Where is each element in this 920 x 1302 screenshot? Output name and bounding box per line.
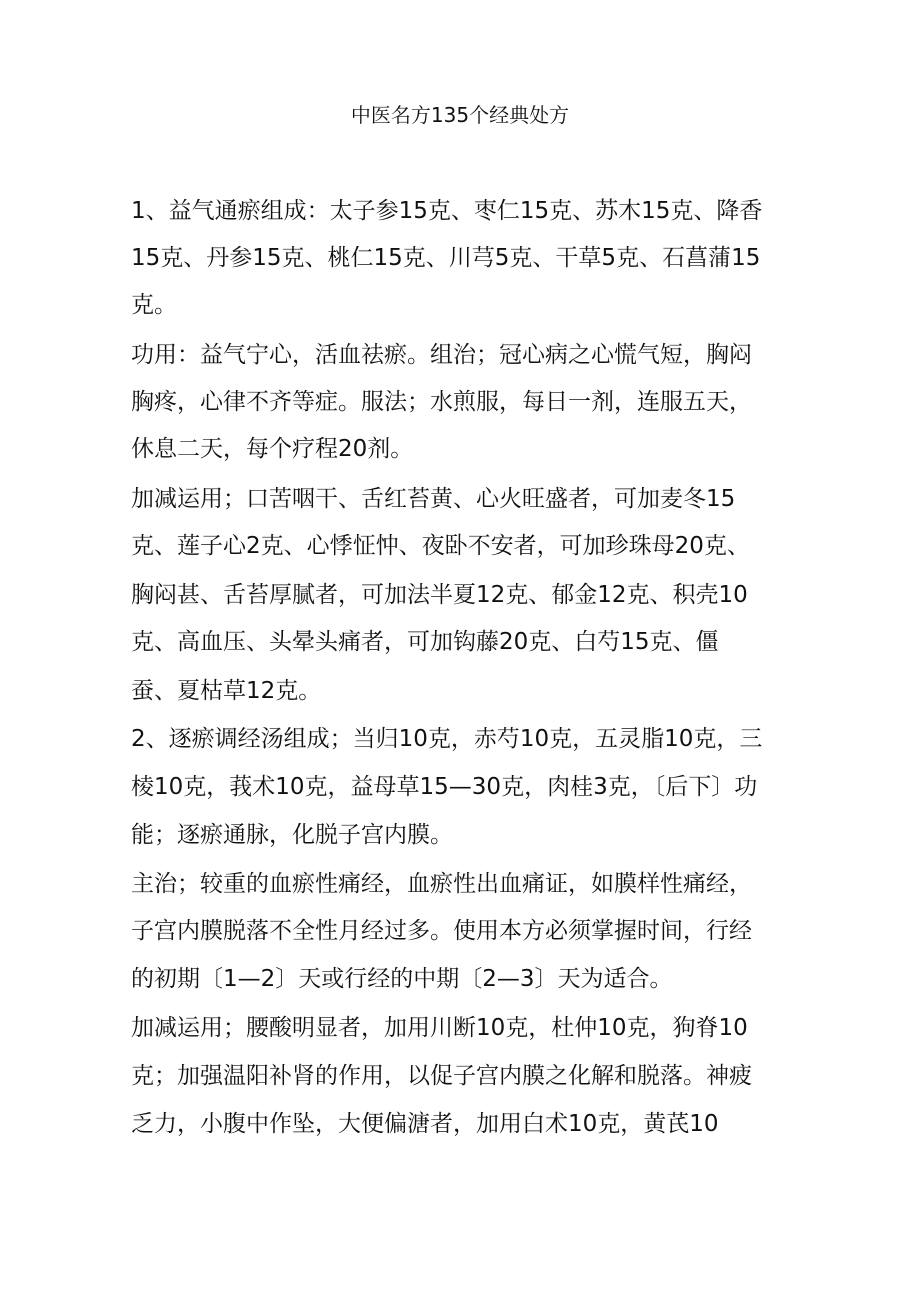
text-line: 蚕、夏枯草12克。 (131, 678, 322, 704)
text-line: 克；加强温阳补肾的作用，以促子宫内膜之化解和脱落。神疲 (131, 1063, 752, 1089)
text-line: 克、高血压、头晕头痛者，可加钩藤20克、白芍15克、僵 (131, 629, 719, 655)
text-line: 子宫内膜脱落不全性月经过多。使用本方必须掌握时间，行经 (131, 918, 752, 944)
text-line: 能；逐瘀通脉，化脱子宫内膜。 (131, 822, 453, 848)
text-line: 的初期〔1—2〕天或行经的中期〔2—3〕天为适合。 (131, 966, 673, 992)
text-line: 1、益气通瘀组成：太子参15克、枣仁15克、苏木15克、降香 (131, 198, 763, 224)
text-line: 乏力，小腹中作坠，大便偏溏者，加用白术10克，黄芪10 (131, 1111, 719, 1137)
text-line: 主治；较重的血瘀性痛经，血瘀性出血痛证，如膜样性痛经， (131, 871, 752, 897)
text-line: 加减运用；腰酸明显者，加用川断10克，杜仲10克，狗脊10 (131, 1015, 748, 1041)
text-line: 克、莲子心2克、心悸怔忡、夜卧不安者，可加珍珠母20克、 (131, 533, 750, 559)
text-line: 胸疼，心律不齐等症。服法；水煎服，每日一剂，连服五天， (131, 389, 752, 415)
text-line: 加减运用；口苦咽干、舌红苔黄、心火旺盛者，可加麦冬15 (131, 486, 736, 512)
text-line: 胸闷甚、舌苔厚腻者，可加法半夏12克、郁金12克、积壳10 (131, 582, 748, 608)
text-line: 2、逐瘀调经汤组成；当归10克，赤芍10克，五灵脂10克，三 (131, 726, 763, 752)
page-title: 中医名方135个经典处方 (350, 103, 570, 127)
text-line: 克。 (131, 292, 177, 318)
text-line: 15克、丹参15克、桃仁15克、川芎5克、干草5克、石菖蒲15 (131, 245, 761, 271)
text-line: 棱10克，莪术10克，益母草15—30克，肉桂3克，〔后下〕功 (131, 774, 758, 800)
text-line: 休息二天，每个疗程20剂。 (131, 436, 414, 462)
text-line: 功用：益气宁心，活血祛瘀。组治；冠心病之心慌气短，胸闷 (131, 342, 752, 368)
